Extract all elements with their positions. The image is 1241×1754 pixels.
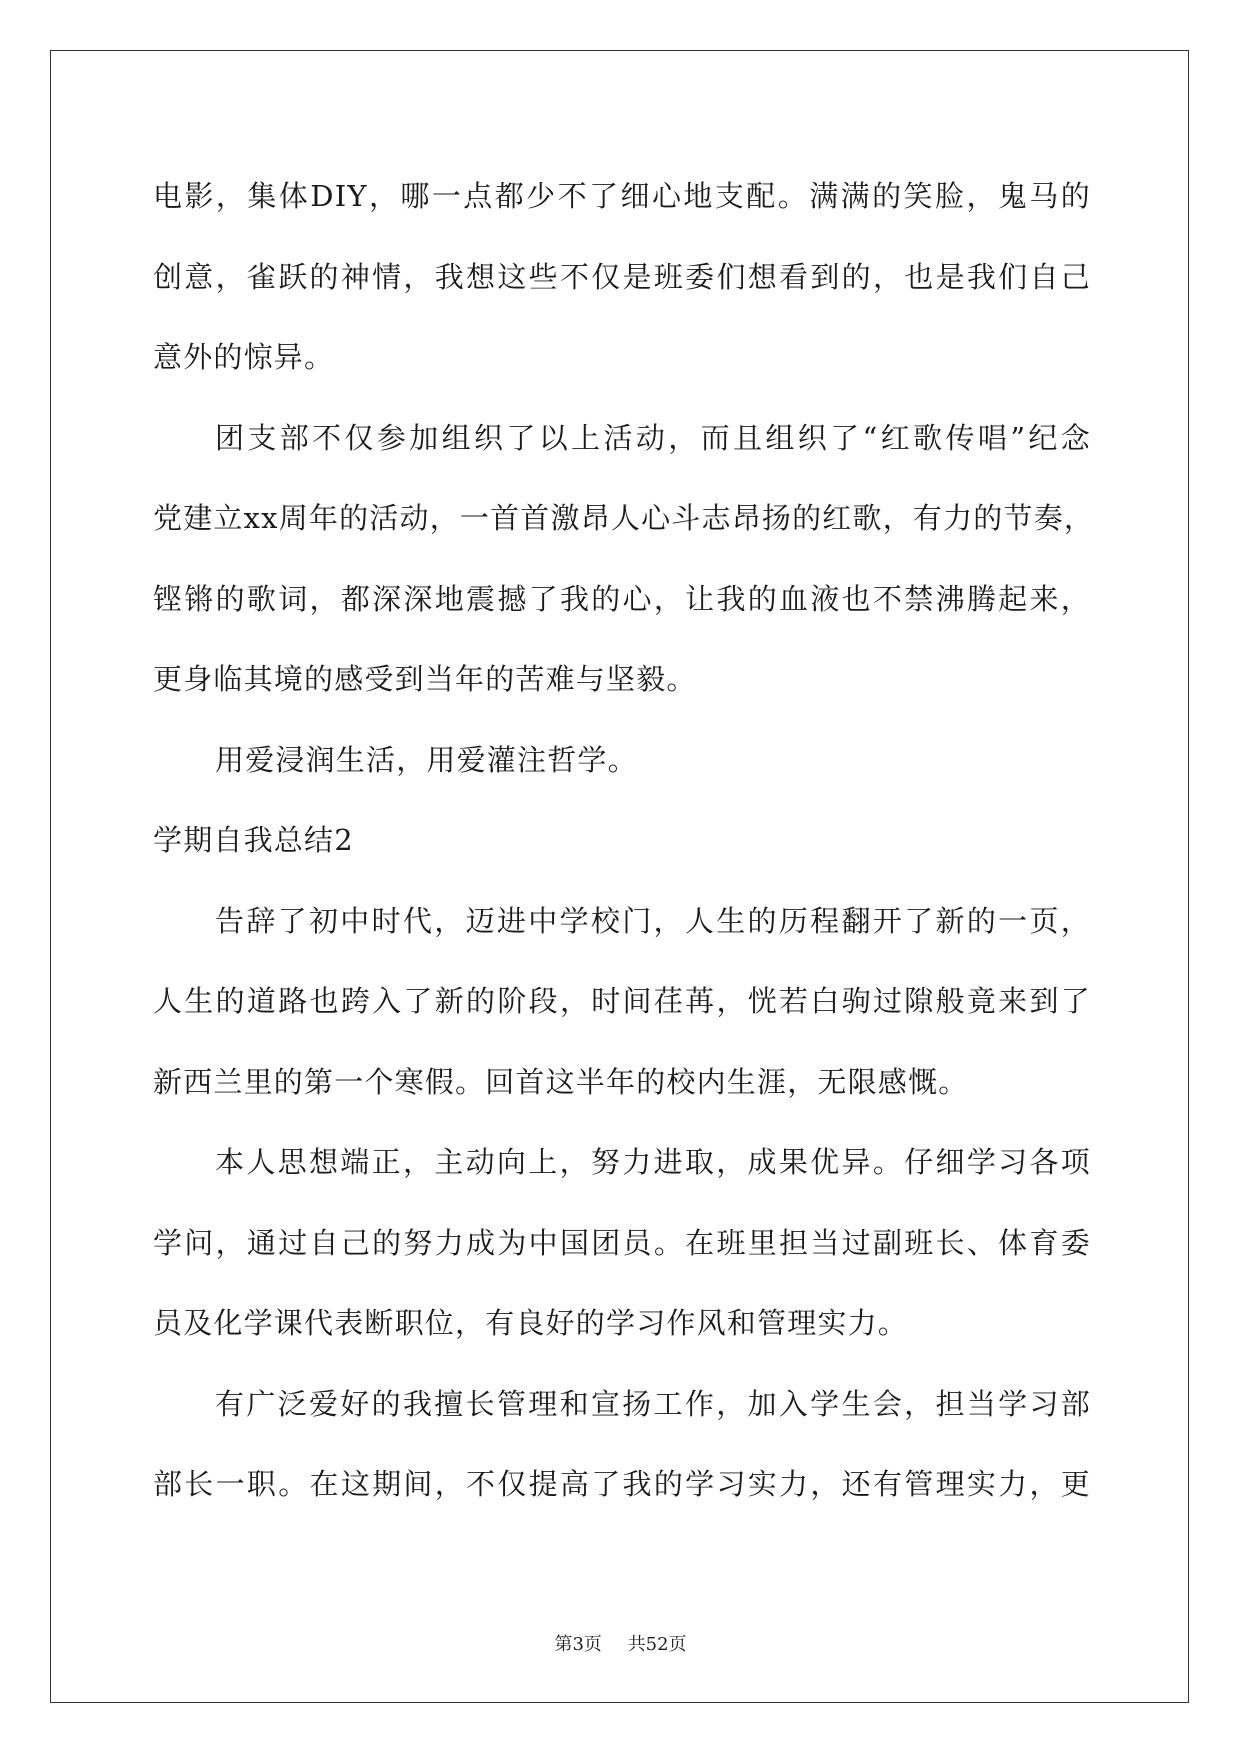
page-total: 共52页 <box>627 1634 687 1655</box>
text-line: 部长一职。在这期间，不仅提高了我的学习实力，还有管理实力，更 <box>153 1467 1091 1501</box>
section-heading: 学期自我总结2 <box>153 823 354 857</box>
text-line: 团支部不仅参加组织了以上活动，而且组织了“红歌传唱”纪念 <box>215 420 1091 455</box>
text-line: 用爱浸润生活，用爱灌注哲学。 <box>215 742 638 777</box>
text-line: 告辞了初中时代，迈进中学校门，人生的历程翻开了新的一页， <box>215 903 1091 938</box>
text-line: 更身临其境的感受到当年的苦难与坚毅。 <box>153 662 697 696</box>
text-line: 意外的惊异。 <box>153 340 335 374</box>
text-line: 铿锵的歌词，都深深地震撼了我的心，让我的血液也不禁沸腾起来， <box>153 581 1091 616</box>
text-line: 员及化学课代表断职位，有良好的学习作风和管理实力。 <box>153 1306 909 1340</box>
text-line: 本人思想端正，主动向上，努力进取，成果优异。仔细学习各项 <box>215 1145 1091 1179</box>
page-number: 第3页 <box>554 1634 602 1655</box>
document-body <box>153 156 1095 1525</box>
text-line: 学问，通过自己的努力成为中国团员。在班里担当过副班长、体育委 <box>153 1225 1091 1260</box>
text-line: 电影，集体DIY，哪一点都少不了细心地支配。满满的笑脸，鬼马的 <box>153 179 1091 213</box>
page-footer <box>0 1630 1241 1656</box>
text-line: 党建立xx周年的活动，一首首激昂人心斗志昂扬的红歌，有力的节奏， <box>153 501 1095 535</box>
text-line: 创意，雀跃的神情，我想这些不仅是班委们想看到的，也是我们自己 <box>153 259 1091 294</box>
text-line: 新西兰里的第一个寒假。回首这半年的校内生涯，无限感慨。 <box>153 1064 969 1099</box>
text-line: 有广泛爱好的我擅长管理和宣扬工作，加入学生会，担当学习部 <box>215 1386 1091 1421</box>
text-line: 人生的道路也跨入了新的阶段，时间荏苒，恍若白驹过隙般竟来到了 <box>153 984 1091 1018</box>
